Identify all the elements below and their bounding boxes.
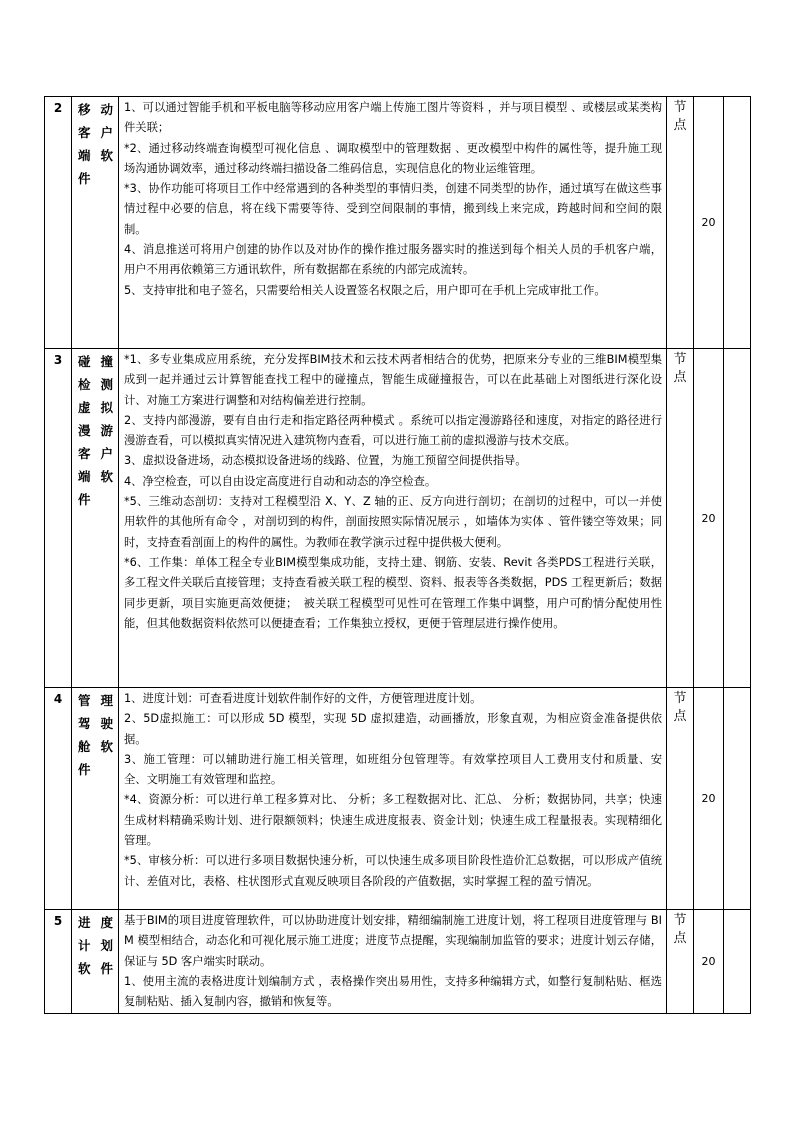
software-name: 碰撞检测虚拟漫游客户端软件 bbox=[72, 349, 119, 688]
row-number: 4 bbox=[45, 688, 72, 910]
table-row bbox=[45, 688, 751, 910]
specification-table bbox=[44, 96, 751, 1014]
feature-item: *1、多专业集成应用系统，充分发挥BIM技术和云技术两者相结合的优势，把原来分专业的三维BIM模型集成到一起并通过云计算智能查找工程中的碰撞点，智能生成碰撞报告，可以在此基础上对图纸进行深化设计、对施工方案进行调整和对结构偏差进行控制。 bbox=[124, 353, 662, 407]
unit-cell: 节点 bbox=[667, 349, 694, 688]
software-name: 进度计划软件 bbox=[72, 910, 119, 1014]
quantity-cell: 20 bbox=[694, 688, 724, 910]
feature-item: *3、协作功能可将项目工作中经常遇到的各种类型的事情归类，创建不同类型的协作，通过填写在做这些事情过程中必要的信息，将在线下需要等待、受到空间限制的事情，搬到线上来完成，跨越时间和空间的限制。 bbox=[124, 182, 662, 236]
feature-item: 1、可以通过智能手机和平板电脑等移动应用客户端上传施工图片等资料 ，并与项目模型 、或楼层或某类构件关联； bbox=[124, 101, 662, 135]
software-name: 移动客户端软件 bbox=[72, 97, 119, 349]
table-row bbox=[45, 910, 751, 1014]
feature-item: 4、消息推送可将用户创建的协作以及对协作的操作推过服务器实时的推送到每个相关人员的手机客户端，用户不用再依赖第三方通讯软件，所有数据都在系统的内部完成流转。 bbox=[124, 243, 662, 277]
feature-item: 5、支持审批和电子签名，只需要给相关人设置签名权限之后，用户即可在手机上完成审批工作。 bbox=[124, 283, 606, 297]
feature-description bbox=[119, 349, 667, 688]
feature-description bbox=[119, 97, 667, 349]
empty-cell bbox=[724, 688, 751, 910]
feature-item: *4、资源分析：可以进行单工程多算对比、 分析；多工程数据对比、汇总、 分析；数据协同，共享；快速生成材料精确采购计划、进行限额领料；快速生成进度报表、资金计划；快速生成工程量报表。实现精细化管理。 bbox=[124, 793, 662, 848]
row-number: 3 bbox=[45, 349, 72, 688]
feature-item: *2、通过移动终端查询模型可视化信息 、调取模型中的管理数据 、更改模型中构件的属性等，提升施工现场沟通协调效率，通过移动终端扫描设备二维码信息，实现信息化的物业运维管理。 bbox=[124, 141, 662, 175]
software-name: 管理驾驶舱软件 bbox=[72, 688, 119, 910]
feature-item: 基于BIM的项目进度管理软件，可以协助进度计划安排，精细编制施工进度计划，将工程项目进度管理与 BIM 模型相结合，动态化和可视化展示施工进度；进度节点提醒，实现编制加监管的要求；进度计划云存储， 保证与 5D 客户端实时联动。 bbox=[124, 914, 662, 968]
quantity-cell: 20 bbox=[694, 910, 724, 1014]
feature-item: 2、支持内部漫游，要有自由行走和指定路径两种模式 。系统可以指定漫游路径和速度，对指定的路径进行漫游查看，可以模拟真实情况进入建筑物内查看，可以进行施工前的虚拟漫游与技术交底。 bbox=[124, 413, 662, 448]
table-row bbox=[45, 97, 751, 349]
empty-cell bbox=[724, 349, 751, 688]
table-body bbox=[45, 97, 751, 1014]
feature-item: *6、工作集：单体工程全专业BIM模型集成功能，支持土建、钢筋、安装、Revit 各类PDS工程进行关联，多工程文件关联后直接管理；支持查看被关联工程的模型、资料、报表等各类数据，PDS 工程更新后；数据同步更新，项目实施更高效便捷； 被关联工程模型可见性可在管理工作集中调整，用户可酌情分配使用性能，但其他数据资料依然可以便捷查看；工作集独立授权，更便于管理层进行操作使用。 bbox=[124, 555, 662, 630]
feature-item: *5、三维动态剖切：支持对工程模型沿 X、Y、Z 轴的正、反方向进行剖切；在剖切的过程中，可以一并使用软件的其他所有命令 ，对剖切到的构件，剖面按照实际情况展示 ，如墙体为实体 、管件镂空等效果；同时，支持查看剖面上的构件的属性。为教师在教学演示过程中提供极大便利。 bbox=[124, 495, 662, 549]
row-number: 2 bbox=[45, 97, 72, 349]
feature-item: 1、使用主流的表格进度计划编制方式 ，表格操作突出易用性，支持多种编辑方式，如整行复制粘贴、框选复制粘贴、插入复制内容，撤销和恢复等。 bbox=[124, 974, 662, 1009]
row-number: 5 bbox=[45, 910, 72, 1014]
empty-cell bbox=[724, 97, 751, 349]
unit-cell: 节点 bbox=[667, 688, 694, 910]
feature-item: 3、施工管理：可以辅助进行施工相关管理，如班组分包管理等。有效掌控项目人工费用支付和质量、安全、文明施工有效管理和监控。 bbox=[124, 752, 662, 787]
feature-item: 2、5D虚拟施工：可以形成 5D 模型，实现 5D 虚拟建造，动画播放，形象直观，为相应资金准备提供依据。 bbox=[124, 712, 662, 746]
empty-cell bbox=[724, 910, 751, 1014]
quantity-cell: 20 bbox=[694, 97, 724, 349]
feature-description bbox=[119, 688, 667, 910]
table-row bbox=[45, 349, 751, 688]
feature-description bbox=[119, 910, 667, 1014]
unit-cell: 节点 bbox=[667, 910, 694, 1014]
feature-item: 1、进度计划：可查看进度计划软件制作好的文件，方便管理进度计划。 bbox=[124, 692, 482, 705]
unit-cell: 节点 bbox=[667, 97, 694, 349]
quantity-cell: 20 bbox=[694, 349, 724, 688]
feature-item: 3、虚拟设备进场，动态模拟设备进场的线路、位置，为施工预留空间提供指导。 bbox=[124, 454, 527, 468]
feature-item: 4、净空检查，可以自由设定高度进行自动和动态的净空检查。 bbox=[124, 474, 437, 488]
feature-item: *5、审核分析：可以进行多项目数据快速分析，可以快速生成多项目阶段性造价汇总数据，可以形成产值统计、差值对比，表格、柱状图形式直观反映项目各阶段的产值数据，实时掌握工程的盈亏情况。 bbox=[124, 854, 662, 888]
